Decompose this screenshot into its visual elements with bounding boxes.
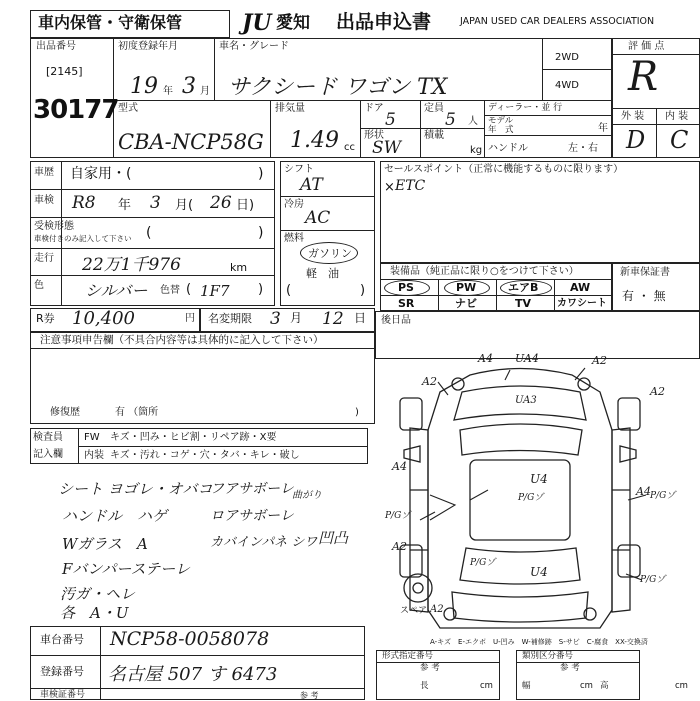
handle-label: ハンドル <box>488 143 528 154</box>
inspection-month-unit: 月( <box>175 198 194 213</box>
inspector-row2: キズ・汚れ・コゲ・穴・タバ・キレ・破し <box>110 450 300 461</box>
interior-label: 内 装 <box>665 111 689 122</box>
dealer-import-label: ディーラー・並 行 <box>488 103 563 113</box>
first-reg-label: 初度登録年月 <box>118 41 178 52</box>
pw-circle <box>444 280 490 296</box>
width-label: 幅 <box>522 681 531 691</box>
spare-tire-label: スペア <box>400 606 428 616</box>
inspector-row2-head: 内装 <box>84 450 104 461</box>
displacement-value: 1.49 <box>290 128 339 153</box>
mark-front-ua4: UA4 <box>515 352 539 365</box>
mileage-label: 走行 <box>34 253 54 264</box>
note-line-6: 各 A・U <box>60 604 129 622</box>
note-line-9: カバインパネ シワ <box>210 535 318 550</box>
spec-note: 参 考 <box>420 663 440 673</box>
lot-number: 30177 <box>33 95 119 125</box>
note-line-10: 曲がり <box>292 490 322 501</box>
inspector-label-2: 記入欄 <box>33 449 63 460</box>
mark-left-a4: A4 <box>392 460 407 473</box>
airbag-circle <box>500 280 552 296</box>
name-change-day-unit: 日 <box>354 311 367 325</box>
inspection-year-unit: 年 <box>118 198 132 213</box>
shape-label: 形状 <box>364 130 384 141</box>
note-line-5: 汚ガ・ヘレ <box>60 585 136 603</box>
ju-logo: JU <box>242 10 272 36</box>
mark-roof-pg: P/Gゾ <box>518 493 544 503</box>
capacity-value: 5 <box>445 110 456 130</box>
cm-unit-3: cm <box>675 681 688 691</box>
name-change-day: 12 <box>322 309 344 329</box>
mark-left-a2: A2 <box>422 375 437 388</box>
color-value: シルバー <box>85 281 148 300</box>
model-year-label: モデル 年 式 <box>488 116 514 135</box>
length-label: 長 <box>420 681 429 691</box>
capacity-unit: 人 <box>468 116 478 127</box>
aircon-value: AC <box>305 208 331 228</box>
name-change-month-unit: 月 <box>290 311 303 325</box>
after-items-label: 後日品 <box>381 315 411 326</box>
repair-close: ) <box>355 407 359 418</box>
fuel-diesel: 軽 油 <box>306 267 339 280</box>
repair-value: 有 （箇所 <box>115 407 159 418</box>
mark-right-a2: A2 <box>650 385 665 398</box>
mileage-value: 22万1千976 <box>82 255 181 275</box>
equip-leather-seat: カワシート <box>557 298 607 309</box>
color-open: ( <box>186 282 192 297</box>
shift-label: シフト <box>284 164 314 175</box>
mark-roof-u4: U4 <box>530 472 548 486</box>
name-change-label: 名変期限 <box>208 312 252 325</box>
rating-label: 評 価 点 <box>628 41 665 52</box>
equip-tv: TV <box>515 297 532 310</box>
class-note: 参 考 <box>560 663 580 673</box>
history-label: 車歴 <box>34 167 54 178</box>
color-close: ) <box>258 282 264 297</box>
cm-unit-2: cm <box>580 681 593 691</box>
fuel-open: ( <box>286 283 292 298</box>
doors-label: ドア <box>364 103 384 114</box>
registration-label: 登録番号 <box>40 665 84 678</box>
mark-spare-a2: A2 <box>430 604 444 615</box>
equip-pw: PW <box>456 281 477 294</box>
drive-2wd: 2WD <box>555 52 579 63</box>
model-label: 型式 <box>118 103 138 114</box>
first-reg-year: 19 <box>130 74 158 99</box>
height-label: 高 <box>600 681 609 691</box>
mark-left-pg: P/Gゾ <box>385 511 411 521</box>
selling-points-value: ETC <box>395 178 426 194</box>
ps-circle <box>384 280 430 296</box>
equip-airbag: エアB <box>508 281 539 294</box>
receipt-close: ) <box>258 225 264 241</box>
inspection-era: R8 <box>72 193 96 213</box>
receipt-label: 受検形態 <box>34 221 74 232</box>
load-unit: kg <box>470 145 483 156</box>
history-close: ) <box>258 166 264 182</box>
displacement-label: 排気量 <box>275 103 305 114</box>
lot-bracket-number: [2145] <box>46 65 83 78</box>
note-line-11: 凹凸 <box>318 529 349 547</box>
displacement-unit: cc <box>344 142 355 153</box>
recycle-value: 10,400 <box>72 308 135 329</box>
note-line-4: Fバンパーステーレ <box>62 560 191 578</box>
doors-value: 5 <box>385 110 396 130</box>
equip-ps: PS <box>398 281 414 294</box>
first-reg-month-unit: 月 <box>200 86 210 97</box>
note-line-2: ハンドル ハゲ <box>62 507 168 525</box>
fuel-label: 燃料 <box>284 233 304 244</box>
model-value: CBA-NCP58G <box>118 130 264 154</box>
inspection-month: 3 <box>150 193 161 213</box>
inspection-day: 26 <box>210 193 232 213</box>
first-reg-month: 3 <box>182 74 196 99</box>
damage-legend: A-キズ E-エクボ U-凹み W-補修跡 S-サビ C-腐食 XX-交換済 <box>430 638 648 646</box>
notes-label: 注意事項申告欄（不具合内容等は具体的に記入して下さい） <box>40 334 324 346</box>
inspector-row1: キズ・凹み・ヒビ割・リペア跡・X要 <box>110 432 277 443</box>
aircon-label: 冷房 <box>284 199 304 210</box>
inspection-label: 車検 <box>34 195 54 206</box>
note-line-7: フアサボーレ <box>210 481 294 497</box>
equip-aw: AW <box>570 281 591 294</box>
logo-text: 愛知 <box>276 13 310 33</box>
color-label: 色 <box>34 280 44 291</box>
receipt-note: 車検付きのみ記入して下さい <box>34 234 132 243</box>
drive-4wd: 4WD <box>555 80 579 91</box>
car-name-label: 車名・グレード <box>219 41 289 52</box>
capacity-label: 定員 <box>424 103 444 114</box>
fuel-gasoline: ガソリン <box>308 247 352 260</box>
association-name: JAPAN USED CAR DEALERS ASSOCIATION <box>460 16 655 27</box>
cert-note: 参 考 <box>300 691 319 700</box>
mark-rear-pg: P/Gゾ <box>470 558 496 568</box>
recycle-label: R券 <box>36 312 55 325</box>
cert-label: 車検証番号 <box>40 690 86 700</box>
storage-text: 車内保管・守衛保管 <box>38 13 183 32</box>
equip-navi: ナビ <box>455 297 477 310</box>
mark-front-a4: A4 <box>478 352 493 365</box>
selling-points-label: セールスポイント（正常に機能するものに限ります） <box>384 164 624 175</box>
first-reg-year-unit: 年 <box>163 86 173 97</box>
warranty-label: 新車保証書 <box>620 267 670 278</box>
load-label: 積載 <box>424 130 444 141</box>
mileage-unit: km <box>230 261 248 274</box>
note-line-3: Wガラス A <box>62 535 148 553</box>
car-name-value: サクシード ワゴン TX <box>228 75 448 100</box>
recycle-unit: 円 <box>185 313 195 324</box>
mark-hood-ua3: UA3 <box>515 395 537 406</box>
name-change-month: 3 <box>270 309 281 329</box>
handle-options: 左・右 <box>568 143 598 154</box>
equip-sr: SR <box>398 297 415 310</box>
mark-left-a2-lower: A2 <box>392 540 407 553</box>
spec-label: 形式指定番号 <box>382 651 434 661</box>
note-line-8: ロアサボーレ <box>210 508 294 524</box>
chassis-label: 車台番号 <box>40 633 84 646</box>
mark-rear-u4: U4 <box>530 565 548 579</box>
mark-right-pg: P/Gゾ <box>650 491 676 501</box>
cm-unit-1: cm <box>480 681 493 691</box>
chassis-value: NCP58-0058078 <box>110 628 270 650</box>
inspector-row1-head: FW <box>84 432 100 443</box>
equipment-label: 装備品（純正品に限り○をつけて下さい） <box>390 266 579 277</box>
class-label: 類別区分番号 <box>522 651 574 661</box>
shape-value: SW <box>372 138 402 158</box>
mark-front-a2: A2 <box>592 354 607 367</box>
receipt-open: ( <box>146 225 152 241</box>
selling-points-block <box>380 161 700 263</box>
gasoline-circle <box>300 242 358 264</box>
note-line-1: シート ヨゴレ・オバコ <box>58 480 213 498</box>
color-code: 1F7 <box>200 282 230 300</box>
registration-value: 名古屋 507 す 6473 <box>108 664 278 685</box>
warranty-options: 有 ・ 無 <box>622 289 666 303</box>
rating-value: R <box>628 54 659 100</box>
exterior-value: D <box>626 126 646 154</box>
shift-value: AT <box>300 175 323 195</box>
color-change-label: 色替 <box>160 285 180 296</box>
history-value: 自家用・( <box>70 166 132 182</box>
mark-right-rear-pg: P/Gゾ <box>640 575 666 585</box>
model-year-unit: 年 <box>598 123 608 134</box>
interior-value: C <box>670 126 689 154</box>
repair-label: 修復歴 <box>50 407 80 418</box>
lot-number-label: 出品番号 <box>36 41 76 52</box>
inspector-label: 検査員 <box>33 432 63 443</box>
mark-right-a4: A4 <box>636 485 651 498</box>
form-title: 出品申込書 <box>336 11 432 33</box>
exterior-label: 外 装 <box>621 111 645 122</box>
fuel-close: ) <box>360 283 366 298</box>
inspection-day-unit: 日) <box>236 198 255 213</box>
etc-mark: × <box>384 180 395 195</box>
